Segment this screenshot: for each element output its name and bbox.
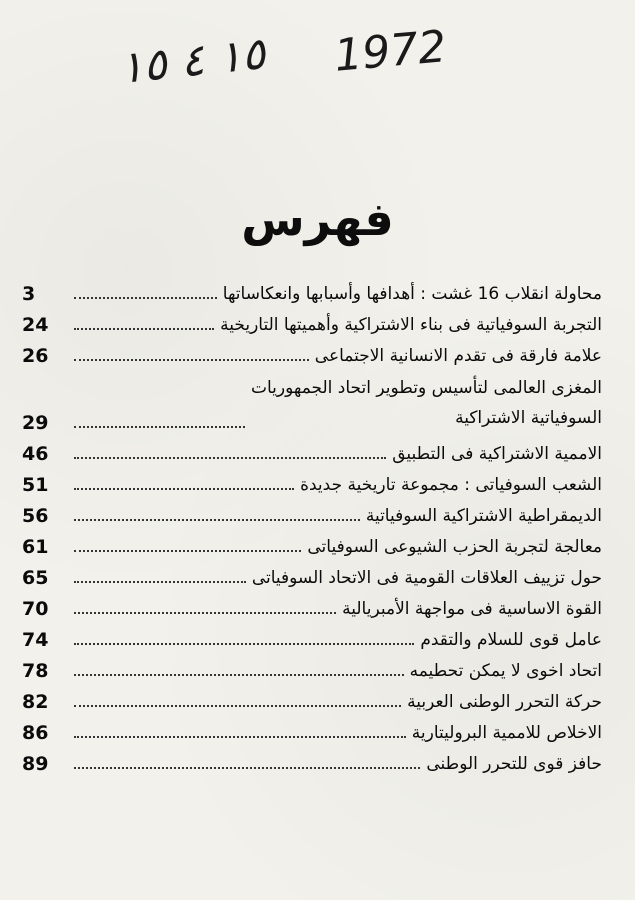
handwritten-note-left: ١٥ ٤ ١٥ [116, 28, 268, 95]
toc-entry[interactable] [22, 622, 602, 653]
toc-entry[interactable] [22, 276, 602, 307]
handwritten-date-note [110, 20, 490, 95]
toc-page-number: 78 [22, 660, 49, 682]
toc-entry[interactable] [22, 591, 602, 622]
dot-leader [74, 611, 336, 614]
dot-leader [74, 296, 217, 299]
toc-entry-title: الاممية الاشتراكية فى التطبيق [392, 444, 602, 464]
toc-page-number: 65 [22, 567, 49, 589]
page-title: فهرس [241, 192, 394, 246]
toc-page-number: 74 [22, 629, 49, 651]
toc-page-number: 26 [22, 345, 49, 367]
toc-entry-title: معالجة لتجربة الحزب الشيوعى السوفياتى [307, 537, 602, 557]
toc-entry[interactable] [22, 560, 602, 591]
toc-entry[interactable] [22, 653, 602, 684]
toc-entry-title: حول تزييف العلاقات القومية فى الاتحاد السوفياتى [251, 568, 602, 588]
table-of-contents [22, 276, 602, 777]
dot-leader [74, 425, 245, 428]
toc-page-number: 24 [22, 314, 49, 336]
dot-leader [74, 673, 404, 676]
toc-entry-title: اتحاد اخوى لا يمكن تحطيمه [409, 661, 602, 681]
dot-leader [74, 580, 246, 583]
toc-page-number: 89 [22, 753, 49, 775]
handwritten-note-year: 1972 [332, 21, 449, 82]
toc-entry[interactable] [22, 498, 602, 529]
dot-leader [74, 487, 294, 490]
toc-entry[interactable] [22, 307, 602, 338]
toc-entry-title: علامة فارقة فى تقدم الانسانية الاجتماعى [314, 346, 602, 366]
toc-page-number: 51 [22, 474, 49, 496]
dot-leader [74, 358, 309, 361]
dot-leader [74, 518, 360, 521]
handwritten-note-drawing [110, 20, 490, 95]
toc-page-number: 56 [22, 505, 49, 527]
toc-page-number: 82 [22, 691, 49, 713]
toc-entry[interactable] [22, 467, 602, 498]
dot-leader [74, 456, 386, 459]
toc-entry-title: محاولة انقلاب 16 غشت : أهدافها وأسبابها وانعكاساتها [222, 284, 602, 304]
dot-leader [74, 735, 406, 738]
toc-entry[interactable] [22, 715, 602, 746]
toc-entry-title: الاخلاص للاممية البروليتارية [411, 723, 602, 743]
dot-leader [74, 327, 214, 330]
toc-page-number: 3 [22, 283, 36, 305]
dot-leader [74, 549, 301, 552]
toc-entry[interactable] [22, 529, 602, 560]
toc-page-number: 61 [22, 536, 49, 558]
toc-entry-title: عامل قوى للسلام والتقدم [420, 630, 602, 650]
toc-entry[interactable] [22, 338, 602, 369]
toc-entry-title [251, 373, 602, 436]
toc-entry[interactable] [22, 436, 602, 467]
toc-page-number: 86 [22, 722, 49, 744]
toc-page-number: 29 [22, 412, 49, 434]
toc-entry-title-line2: السوفياتية الاشتراكية [455, 408, 602, 428]
toc-entry-title-line1: المغزى العالمى لتأسيس وتطوير اتحاد الجمهوريات [250, 378, 602, 398]
toc-entry[interactable] [22, 684, 602, 715]
toc-entry-title: القوة الاساسية فى مواجهة الأمبريالية [342, 599, 602, 619]
toc-entry[interactable] [22, 746, 602, 777]
toc-entry-title: الديمقراطية الاشتراكية السوفياتية [365, 506, 602, 526]
toc-entry-title: التجربة السوفياتية فى بناء الاشتراكية وأهميتها التاريخية [220, 315, 602, 335]
toc-page-number: 70 [22, 598, 49, 620]
toc-entry-title: حركة التحرر الوطنى العربية [407, 692, 602, 712]
dot-leader [74, 704, 401, 707]
toc-entry-title: حافز قوى للتحرر الوطنى [426, 754, 602, 774]
toc-entry[interactable] [22, 369, 602, 436]
dot-leader [74, 642, 414, 645]
toc-page-number: 46 [22, 443, 49, 465]
dot-leader [74, 766, 420, 769]
toc-entry-title: الشعب السوفياتى : مجموعة تاريخية جديدة [300, 475, 602, 495]
